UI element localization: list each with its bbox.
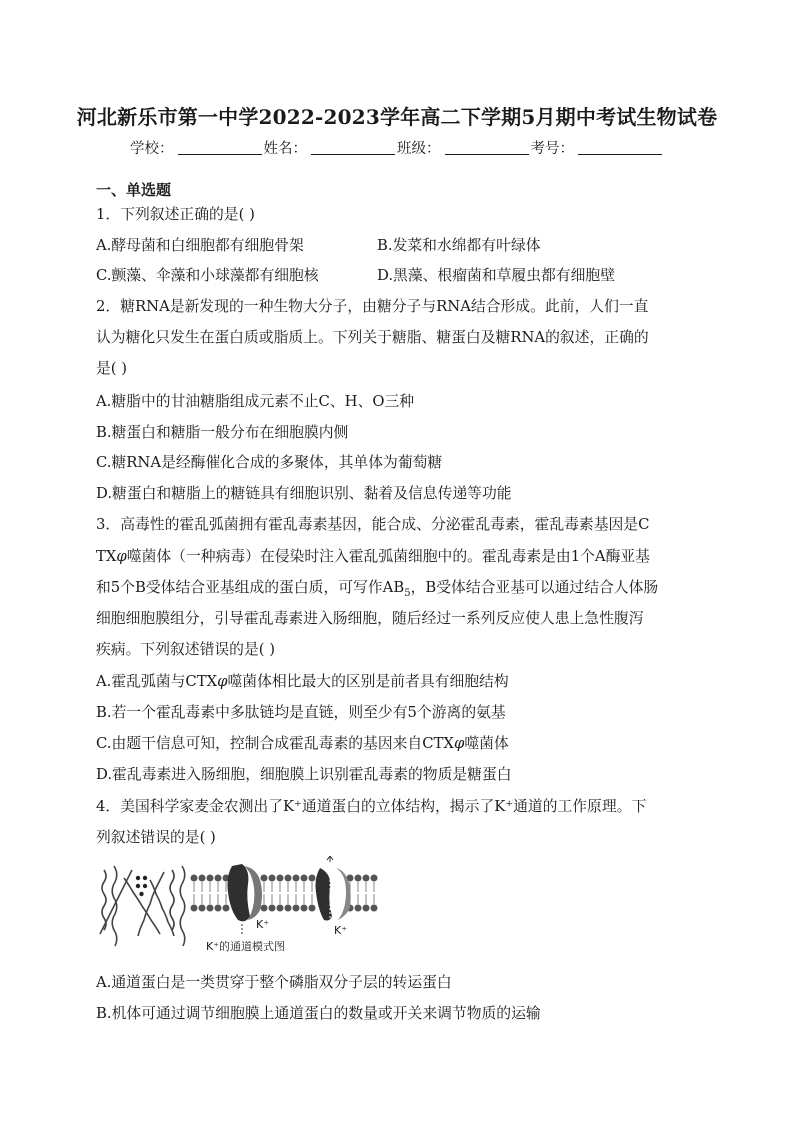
q3-option-b[interactable]: B.若一个霍乱毒素中多肽链均是直链，则至少有5个游离的氨基 [96,704,506,721]
page-title: 河北新乐市第一中学2022-2023学年高二下学期5月期中考试生物试卷 [76,105,718,129]
q2-stem-line3: 是( ) [96,360,128,377]
q3-option-d[interactable]: D.霍乱毒素进入肠细胞，细胞膜上识别霍乱毒素的物质是糖蛋白 [96,766,512,783]
q1-stem: 1．下列叙述正确的是( ) [96,206,255,223]
q2-stem-line1: 2．糖RNA是新发现的一种生物大分子，由糖分子与RNA结合形成。此前，人们一直 [96,298,649,315]
phi-symbol: φ [116,548,127,565]
q1-options-row1 [96,236,716,256]
q2-option-a[interactable]: A.糖脂中的甘油糖脂组成元素不止C、H、O三种 [96,393,415,410]
school-label: 学校： [130,141,174,157]
q3-stem-line2: TXφ噬菌体（一种病毒）在侵染时注入霍乱弧菌细胞中的。霍乱毒素是由1个A酶亚基 [96,548,650,565]
q3-option-c[interactable]: C.由题干信息可知，控制合成霍乱毒素的基因来自CTXφ噬菌体 [96,735,509,752]
q4-stem-line1: 4．美国科学家麦金农测出了K⁺通道蛋白的立体结构，揭示了K⁺通道的工作原理。下 [96,798,647,815]
open-channel-protein [316,856,351,921]
class-label: 班级： [397,141,441,157]
section-title: 一、单选题 [96,181,172,199]
q2-option-c[interactable]: C.糖RNA是经酶催化合成的多聚体，其单体为葡萄糖 [96,454,443,471]
school-blank[interactable] [178,140,262,155]
k-ion-label-open: K⁺ [334,924,348,937]
q1-options-row2 [96,266,716,286]
q1-option-d[interactable]: D.黑藻、根瘤菌和草履虫都有细胞壁 [377,267,615,284]
q4-option-a[interactable]: A.通道蛋白是一类贯穿于整个磷脂双分子层的转运蛋白 [96,974,452,991]
q1-option-c[interactable]: C.颤藻、伞藻和小球藻都有细胞核 [96,267,319,284]
q3-stem-line5: 疾病。下列叙述错误的是( ) [96,641,276,658]
q2-option-b[interactable]: B.糖蛋白和糖脂一般分布在细胞膜内侧 [96,424,349,441]
q4-stem-line2: 列叙述错误的是( ) [96,829,216,846]
exam-number-label: 考号： [530,141,574,157]
q3-stem-line4: 细胞细胞膜组分，引导霍乱毒素进入肠细胞，随后经过一系列反应使人患上急性腹泻 [96,610,644,627]
figure-caption: K⁺的通道模式图 [206,940,286,953]
q1-option-a[interactable]: A.酵母菌和白细胞都有细胞骨架 [96,237,304,254]
subscript-5: 5 [404,587,411,599]
q2-stem-line2: 认为糖化只发生在蛋白质或脂质上。下列关于糖脂、糖蛋白及糖RNA的叙述，正确的 [96,329,649,346]
name-blank[interactable] [311,140,395,155]
protein-ribbon-structure [100,866,185,946]
name-label: 姓名： [263,141,307,157]
q4-option-b[interactable]: B.机体可通过调节细胞膜上通道蛋白的数量或开关来调节物质的运输 [96,1005,541,1022]
q3-stem-line1: 3．高毒性的霍乱弧菌拥有霍乱毒素基因，能合成、分泌霍乱毒素，霍乱毒素基因是C [96,516,650,533]
student-info-line [0,137,794,158]
k-ion-label-closed: K⁺ [256,918,270,931]
q1-option-b[interactable]: B.发菜和水绵都有叶绿体 [377,237,541,254]
class-blank[interactable] [445,140,529,155]
k-channel-figure [98,856,388,960]
q3-stem-line3: 和5个B受体结合亚基组成的蛋白质，可写作$AB_5$，B受体结合亚基可以通过结合人体肠 [96,579,659,599]
q3-option-a[interactable]: A.霍乱弧菌与CTXφ噬菌体相比最大的区别是前者具有细胞结构 [96,673,509,690]
q2-option-d[interactable]: D.糖蛋白和糖脂上的糖链具有细胞识别、黏着及信息传递等功能 [96,485,512,502]
exam-number-blank[interactable] [578,140,662,155]
